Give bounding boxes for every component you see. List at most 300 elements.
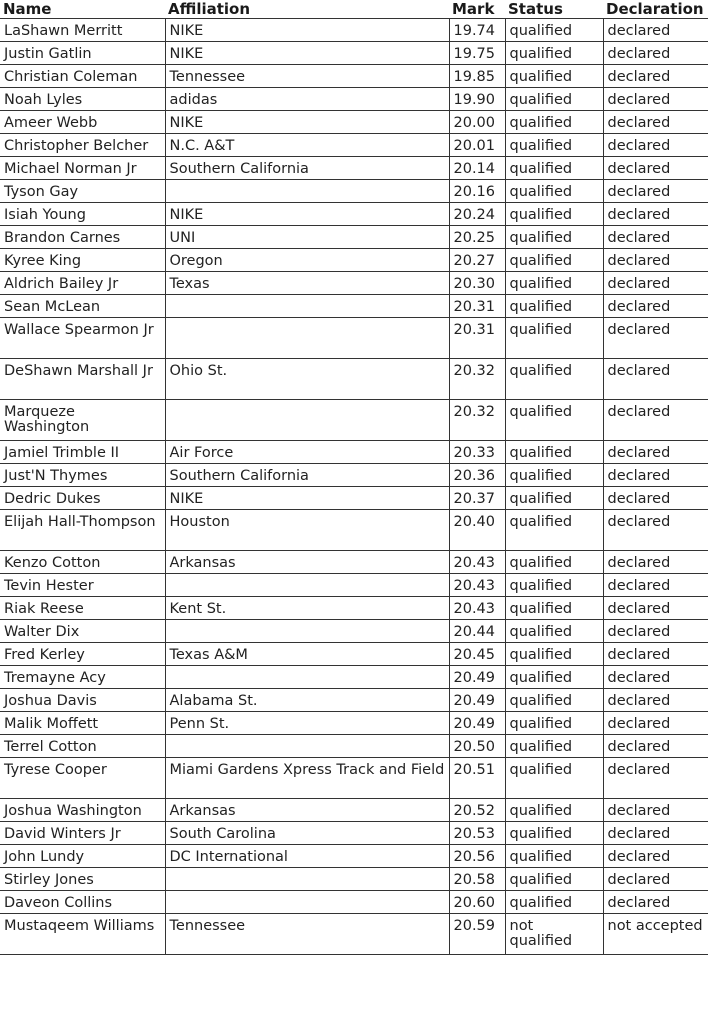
cell-affiliation <box>165 441 449 464</box>
cell-declaration-text: declared <box>607 404 671 420</box>
cell-declaration <box>603 574 708 597</box>
cell-declaration <box>603 620 708 643</box>
cell-affiliation-text: NIKE <box>169 23 204 39</box>
cell-mark-text: 20.44 <box>453 624 496 640</box>
cell-mark <box>449 157 505 180</box>
cell-name <box>0 203 165 226</box>
cell-mark <box>449 272 505 295</box>
table-row <box>0 758 708 799</box>
cell-affiliation <box>165 134 449 157</box>
cell-affiliation-text: NIKE <box>169 491 204 507</box>
cell-status-text: qualified <box>509 92 573 108</box>
cell-declaration-text: declared <box>607 693 671 709</box>
cell-name <box>0 891 165 914</box>
cell-mark-text: 20.32 <box>453 363 496 379</box>
cell-affiliation <box>165 226 449 249</box>
cell-affiliation <box>165 487 449 510</box>
cell-name <box>0 19 165 42</box>
cell-status-text: qualified <box>509 207 573 223</box>
cell-status <box>505 226 603 249</box>
cell-declaration <box>603 272 708 295</box>
cell-status-text: qualified <box>509 161 573 177</box>
cell-mark <box>449 822 505 845</box>
cell-declaration-text: declared <box>607 230 671 246</box>
cell-mark-text: 19.90 <box>453 92 496 108</box>
cell-affiliation <box>165 88 449 111</box>
cell-name-text: Mustaqeem Williams <box>4 918 155 934</box>
cell-status-text: qualified <box>509 322 573 338</box>
cell-name <box>0 400 165 441</box>
cell-affiliation <box>165 111 449 134</box>
cell-declaration-text: declared <box>607 23 671 39</box>
cell-declaration <box>603 180 708 203</box>
cell-declaration <box>603 510 708 551</box>
cell-declaration <box>603 359 708 400</box>
cell-mark-text: 20.31 <box>453 322 496 338</box>
cell-affiliation-text: N.C. A&T <box>169 138 235 154</box>
cell-status <box>505 65 603 88</box>
cell-mark <box>449 891 505 914</box>
cell-name <box>0 272 165 295</box>
cell-status-text: qualified <box>509 872 573 888</box>
cell-status-text: qualified <box>509 138 573 154</box>
cell-status <box>505 42 603 65</box>
cell-declaration <box>603 203 708 226</box>
cell-name <box>0 551 165 574</box>
cell-name <box>0 868 165 891</box>
cell-name-text: Tremayne Acy <box>4 670 106 686</box>
column-header-name[interactable]: Name <box>3 0 52 18</box>
cell-name-text: Joshua Washington <box>4 803 142 819</box>
column-header-status[interactable]: Status <box>508 0 563 18</box>
cell-mark-text: 20.27 <box>453 253 496 269</box>
cell-status-text: qualified <box>509 624 573 640</box>
cell-status <box>505 272 603 295</box>
cell-affiliation-text <box>170 575 446 579</box>
cell-declaration-text: declared <box>607 670 671 686</box>
cell-status <box>505 712 603 735</box>
cell-name-text: Brandon Carnes <box>4 230 121 246</box>
table-row <box>0 359 708 400</box>
cell-name <box>0 574 165 597</box>
cell-declaration-text: declared <box>607 826 671 842</box>
cell-mark-text: 20.43 <box>453 601 496 617</box>
table-row <box>0 487 708 510</box>
cell-status-text: qualified <box>509 803 573 819</box>
cell-affiliation-text: DC International <box>169 849 288 865</box>
table-row <box>0 845 708 868</box>
cell-status <box>505 441 603 464</box>
cell-affiliation-text: Oregon <box>169 253 223 269</box>
cell-name <box>0 712 165 735</box>
cell-name-text: Elijah Hall-Thompson <box>4 514 156 530</box>
table-row <box>0 272 708 295</box>
cell-declaration-text: declared <box>607 92 671 108</box>
cell-declaration <box>603 400 708 441</box>
cell-name-text: Terrel Cotton <box>4 739 97 755</box>
cell-name <box>0 134 165 157</box>
cell-affiliation <box>165 758 449 799</box>
cell-status <box>505 620 603 643</box>
cell-declaration <box>603 249 708 272</box>
table-header-row <box>0 0 708 19</box>
cell-affiliation <box>165 551 449 574</box>
cell-affiliation-text <box>170 736 446 740</box>
cell-declaration-text: declared <box>607 624 671 640</box>
table-row <box>0 249 708 272</box>
cell-declaration <box>603 157 708 180</box>
cell-status <box>505 758 603 799</box>
cell-name <box>0 464 165 487</box>
cell-affiliation-text: Miami Gardens Xpress Track and Field <box>169 762 445 778</box>
table-row <box>0 822 708 845</box>
cell-name-text: David Winters Jr <box>4 826 121 842</box>
cell-affiliation-text: Arkansas <box>169 555 236 571</box>
cell-affiliation-text: NIKE <box>169 46 204 62</box>
cell-status <box>505 868 603 891</box>
cell-mark-text: 20.14 <box>453 161 496 177</box>
cell-name <box>0 487 165 510</box>
cell-status-text: qualified <box>509 445 573 461</box>
cell-name <box>0 799 165 822</box>
cell-mark <box>449 799 505 822</box>
cell-declaration <box>603 19 708 42</box>
cell-mark-text: 20.16 <box>453 184 496 200</box>
column-header-affiliation[interactable]: Affiliation <box>168 0 251 18</box>
cell-mark <box>449 464 505 487</box>
cell-declaration-text: declared <box>607 872 671 888</box>
cell-status <box>505 666 603 689</box>
cell-declaration <box>603 799 708 822</box>
table-row <box>0 574 708 597</box>
cell-affiliation-text <box>170 667 446 671</box>
table-row <box>0 441 708 464</box>
cell-declaration-text: declared <box>607 739 671 755</box>
cell-declaration-text: declared <box>607 445 671 461</box>
cell-status <box>505 180 603 203</box>
cell-status-text: qualified <box>509 184 573 200</box>
cell-affiliation <box>165 845 449 868</box>
cell-affiliation <box>165 510 449 551</box>
cell-mark-text: 20.49 <box>453 693 496 709</box>
cell-name-text: Tyson Gay <box>4 184 79 200</box>
cell-name <box>0 359 165 400</box>
column-header-mark[interactable]: Mark <box>452 0 495 18</box>
cell-status <box>505 249 603 272</box>
cell-affiliation <box>165 249 449 272</box>
cell-affiliation <box>165 712 449 735</box>
cell-name-text: Dedric Dukes <box>4 491 101 507</box>
cell-mark-text: 20.49 <box>453 670 496 686</box>
table-row <box>0 88 708 111</box>
cell-affiliation-text: NIKE <box>169 115 204 131</box>
cell-declaration <box>603 845 708 868</box>
cell-declaration-text: declared <box>607 762 671 778</box>
cell-declaration <box>603 891 708 914</box>
cell-mark-text: 20.45 <box>453 647 496 663</box>
cell-name <box>0 226 165 249</box>
cell-mark <box>449 689 505 712</box>
cell-status-text: qualified <box>509 230 573 246</box>
cell-status-text: qualified <box>509 762 573 778</box>
cell-status <box>505 822 603 845</box>
cell-mark-text: 20.60 <box>453 895 496 911</box>
cell-status-text: qualified <box>509 69 573 85</box>
table-row <box>0 295 708 318</box>
cell-mark-text: 20.00 <box>453 115 496 131</box>
cell-name-text: Wallace Spearmon Jr <box>4 322 154 338</box>
table-row <box>0 597 708 620</box>
cell-mark-text: 20.37 <box>453 491 496 507</box>
cell-mark-text: 20.36 <box>453 468 496 484</box>
cell-name <box>0 441 165 464</box>
cell-status <box>505 464 603 487</box>
table-row <box>0 318 708 359</box>
cell-status <box>505 914 603 955</box>
table-row <box>0 464 708 487</box>
cell-mark <box>449 643 505 666</box>
cell-mark-text: 20.49 <box>453 716 496 732</box>
cell-mark <box>449 620 505 643</box>
cell-declaration-text: declared <box>607 115 671 131</box>
cell-mark <box>449 359 505 400</box>
cell-name-text: Fred Kerley <box>4 647 85 663</box>
table-row <box>0 111 708 134</box>
cell-status-text: qualified <box>509 739 573 755</box>
cell-name <box>0 914 165 955</box>
cell-status-text: qualified <box>509 601 573 617</box>
cell-name-text: Noah Lyles <box>4 92 83 108</box>
cell-affiliation <box>165 359 449 400</box>
cell-name-text: Marqueze Washington <box>4 404 90 435</box>
cell-name-text: Just'N Thymes <box>4 468 108 484</box>
cell-status <box>505 551 603 574</box>
table-row <box>0 19 708 42</box>
cell-affiliation-text: Houston <box>169 514 230 530</box>
cell-declaration <box>603 758 708 799</box>
cell-status <box>505 88 603 111</box>
cell-affiliation <box>165 65 449 88</box>
cell-mark-text: 20.53 <box>453 826 496 842</box>
cell-mark <box>449 19 505 42</box>
cell-mark-text: 20.40 <box>453 514 496 530</box>
cell-declaration <box>603 88 708 111</box>
cell-mark <box>449 65 505 88</box>
cell-name-text: Ameer Webb <box>4 115 98 131</box>
cell-affiliation <box>165 735 449 758</box>
cell-declaration-text: declared <box>607 363 671 379</box>
cell-affiliation-text: NIKE <box>169 207 204 223</box>
cell-declaration-text: declared <box>607 184 671 200</box>
cell-name <box>0 597 165 620</box>
cell-status-text: qualified <box>509 895 573 911</box>
cell-mark <box>449 111 505 134</box>
cell-affiliation <box>165 157 449 180</box>
cell-name <box>0 88 165 111</box>
cell-declaration-text: declared <box>607 716 671 732</box>
cell-status-text: qualified <box>509 23 573 39</box>
table-row <box>0 65 708 88</box>
cell-mark-text: 20.43 <box>453 555 496 571</box>
cell-status-text: qualified <box>509 670 573 686</box>
cell-status <box>505 19 603 42</box>
cell-affiliation <box>165 891 449 914</box>
cell-affiliation-text <box>170 296 446 300</box>
cell-name <box>0 735 165 758</box>
cell-affiliation-text: Southern California <box>169 468 309 484</box>
cell-name-text: Christopher Belcher <box>4 138 149 154</box>
cell-status-text: qualified <box>509 849 573 865</box>
cell-status-text: qualified <box>509 716 573 732</box>
cell-status-text: qualified <box>509 514 573 530</box>
cell-status <box>505 203 603 226</box>
cell-declaration-text: declared <box>607 468 671 484</box>
cell-declaration <box>603 42 708 65</box>
cell-mark-text: 20.51 <box>453 762 496 778</box>
cell-declaration-text: declared <box>607 253 671 269</box>
cell-status-text: qualified <box>509 647 573 663</box>
cell-declaration <box>603 643 708 666</box>
cell-declaration <box>603 689 708 712</box>
cell-affiliation <box>165 400 449 441</box>
cell-declaration-text: declared <box>607 322 671 338</box>
cell-declaration-text: declared <box>607 803 671 819</box>
cell-affiliation <box>165 620 449 643</box>
cell-name <box>0 689 165 712</box>
cell-affiliation-text: Penn St. <box>169 716 230 732</box>
cell-mark-text: 20.31 <box>453 299 496 315</box>
cell-mark-text: 20.50 <box>453 739 496 755</box>
cell-affiliation <box>165 180 449 203</box>
cell-declaration <box>603 111 708 134</box>
cell-declaration-text: not accepted <box>607 918 703 934</box>
cell-declaration-text: declared <box>607 69 671 85</box>
cell-name-text: Kyree King <box>4 253 82 269</box>
cell-name-text: Riak Reese <box>4 601 84 617</box>
cell-status <box>505 295 603 318</box>
cell-name-text: Malik Moffett <box>4 716 99 732</box>
cell-name-text: Michael Norman Jr <box>4 161 137 177</box>
cell-name-text: Sean McLean <box>4 299 101 315</box>
cell-mark <box>449 226 505 249</box>
cell-declaration-text: declared <box>607 207 671 223</box>
cell-status <box>505 318 603 359</box>
cell-affiliation-text: South Carolina <box>169 826 276 842</box>
cell-mark-text: 19.74 <box>453 23 496 39</box>
cell-declaration-text: declared <box>607 849 671 865</box>
cell-affiliation-text: Alabama St. <box>169 693 258 709</box>
table-row <box>0 712 708 735</box>
cell-mark-text: 20.58 <box>453 872 496 888</box>
cell-declaration <box>603 666 708 689</box>
cell-status <box>505 134 603 157</box>
cell-declaration <box>603 226 708 249</box>
cell-declaration-text: declared <box>607 161 671 177</box>
table-row <box>0 400 708 441</box>
cell-mark <box>449 42 505 65</box>
cell-name-text: Aldrich Bailey Jr <box>4 276 119 292</box>
cell-name <box>0 845 165 868</box>
cell-name-text: Tevin Hester <box>4 578 94 594</box>
cell-mark <box>449 441 505 464</box>
cell-mark <box>449 400 505 441</box>
cell-affiliation <box>165 799 449 822</box>
cell-affiliation <box>165 914 449 955</box>
cell-mark <box>449 666 505 689</box>
cell-affiliation <box>165 666 449 689</box>
cell-name <box>0 822 165 845</box>
cell-mark <box>449 134 505 157</box>
cell-mark-text: 19.75 <box>453 46 496 62</box>
cell-affiliation-text <box>170 401 446 405</box>
cell-status <box>505 845 603 868</box>
cell-affiliation-text: Ohio St. <box>169 363 228 379</box>
cell-name <box>0 157 165 180</box>
table-row <box>0 134 708 157</box>
cell-name <box>0 666 165 689</box>
cell-mark-text: 20.52 <box>453 803 496 819</box>
cell-status <box>505 359 603 400</box>
cell-declaration <box>603 441 708 464</box>
cell-name <box>0 758 165 799</box>
cell-affiliation-text: Air Force <box>169 445 234 461</box>
cell-status-text: qualified <box>509 276 573 292</box>
cell-status <box>505 799 603 822</box>
cell-mark <box>449 574 505 597</box>
table-row <box>0 666 708 689</box>
cell-mark <box>449 318 505 359</box>
cell-declaration <box>603 295 708 318</box>
cell-status-text: qualified <box>509 555 573 571</box>
column-header-declaration[interactable]: Declaration <box>606 0 704 18</box>
cell-affiliation <box>165 868 449 891</box>
cell-status <box>505 689 603 712</box>
cell-status-text: qualified <box>509 468 573 484</box>
cell-name <box>0 620 165 643</box>
cell-declaration <box>603 551 708 574</box>
cell-affiliation-text <box>170 892 446 896</box>
cell-status <box>505 891 603 914</box>
cell-mark-text: 20.43 <box>453 578 496 594</box>
cell-declaration <box>603 318 708 359</box>
cell-declaration <box>603 735 708 758</box>
cell-mark-text: 20.33 <box>453 445 496 461</box>
cell-status-text: qualified <box>509 404 573 420</box>
cell-affiliation <box>165 643 449 666</box>
cell-name-text: LaShawn Merritt <box>4 23 123 39</box>
cell-declaration <box>603 134 708 157</box>
cell-status <box>505 157 603 180</box>
cell-declaration <box>603 464 708 487</box>
cell-affiliation-text: Texas A&M <box>169 647 248 663</box>
cell-name-text: Joshua Davis <box>4 693 97 709</box>
cell-status <box>505 400 603 441</box>
cell-declaration-text: declared <box>607 46 671 62</box>
cell-affiliation-text <box>170 181 446 185</box>
cell-declaration <box>603 914 708 955</box>
cell-mark <box>449 712 505 735</box>
cell-affiliation <box>165 464 449 487</box>
cell-name <box>0 42 165 65</box>
cell-affiliation-text: Tennessee <box>169 69 246 85</box>
cell-mark-text: 20.25 <box>453 230 496 246</box>
cell-name <box>0 510 165 551</box>
cell-status <box>505 574 603 597</box>
cell-mark <box>449 295 505 318</box>
cell-mark <box>449 845 505 868</box>
cell-status-text: qualified <box>509 491 573 507</box>
cell-mark <box>449 758 505 799</box>
